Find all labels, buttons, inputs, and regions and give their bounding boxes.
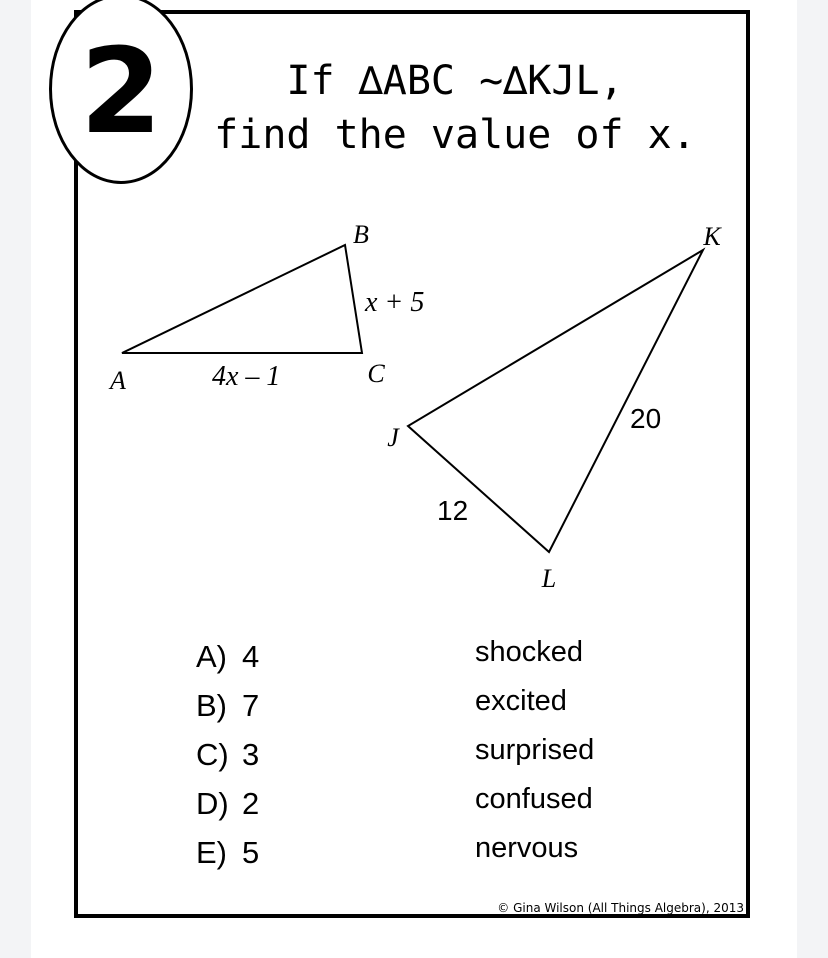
vertex-label-b: B xyxy=(353,220,369,249)
vertex-label-c: C xyxy=(367,359,385,388)
side-label-kl: 20 xyxy=(630,403,662,434)
answer-value: 4 xyxy=(242,639,260,674)
answer-word: shocked xyxy=(475,636,584,668)
vertex-label-l: L xyxy=(541,564,557,593)
answer-words xyxy=(475,628,594,873)
side-label-bc: x + 5 xyxy=(365,287,425,318)
answer-letter: D) xyxy=(196,786,229,821)
triangle-abc xyxy=(122,245,362,353)
answer-word: confused xyxy=(475,783,593,815)
answer-word: excited xyxy=(475,685,567,717)
answer-value: 3 xyxy=(242,737,260,772)
side-label-ac: 4x – 1 xyxy=(212,361,281,392)
answer-choice xyxy=(196,828,259,877)
vertex-label-j: J xyxy=(387,423,399,452)
answer-word: nervous xyxy=(475,832,579,864)
answer-value: 7 xyxy=(242,688,260,723)
vertex-label-a: A xyxy=(110,366,126,395)
problem-title-line-1: If ∆ABC ~∆KJL, xyxy=(286,58,624,104)
answer-word: surprised xyxy=(475,734,595,766)
answer-letter: E) xyxy=(196,835,227,870)
answer-choice xyxy=(196,730,259,779)
answer-choice xyxy=(196,681,259,730)
answer-value: 2 xyxy=(242,786,260,821)
answer-choice xyxy=(196,779,259,828)
problem-title-line-2: find the value of x. xyxy=(214,112,696,158)
answer-value: 5 xyxy=(242,835,260,870)
answer-letter: B) xyxy=(196,688,227,723)
answer-letter: A) xyxy=(196,639,227,674)
problem-number: 2 xyxy=(79,22,163,160)
vertex-label-k: K xyxy=(703,222,721,251)
side-label-jl: 12 xyxy=(437,495,469,526)
answer-choice xyxy=(196,632,259,681)
answer-choices xyxy=(196,632,259,877)
copyright-notice: © Gina Wilson (All Things Algebra), 2013 xyxy=(497,901,744,915)
answer-letter: C) xyxy=(196,737,229,772)
